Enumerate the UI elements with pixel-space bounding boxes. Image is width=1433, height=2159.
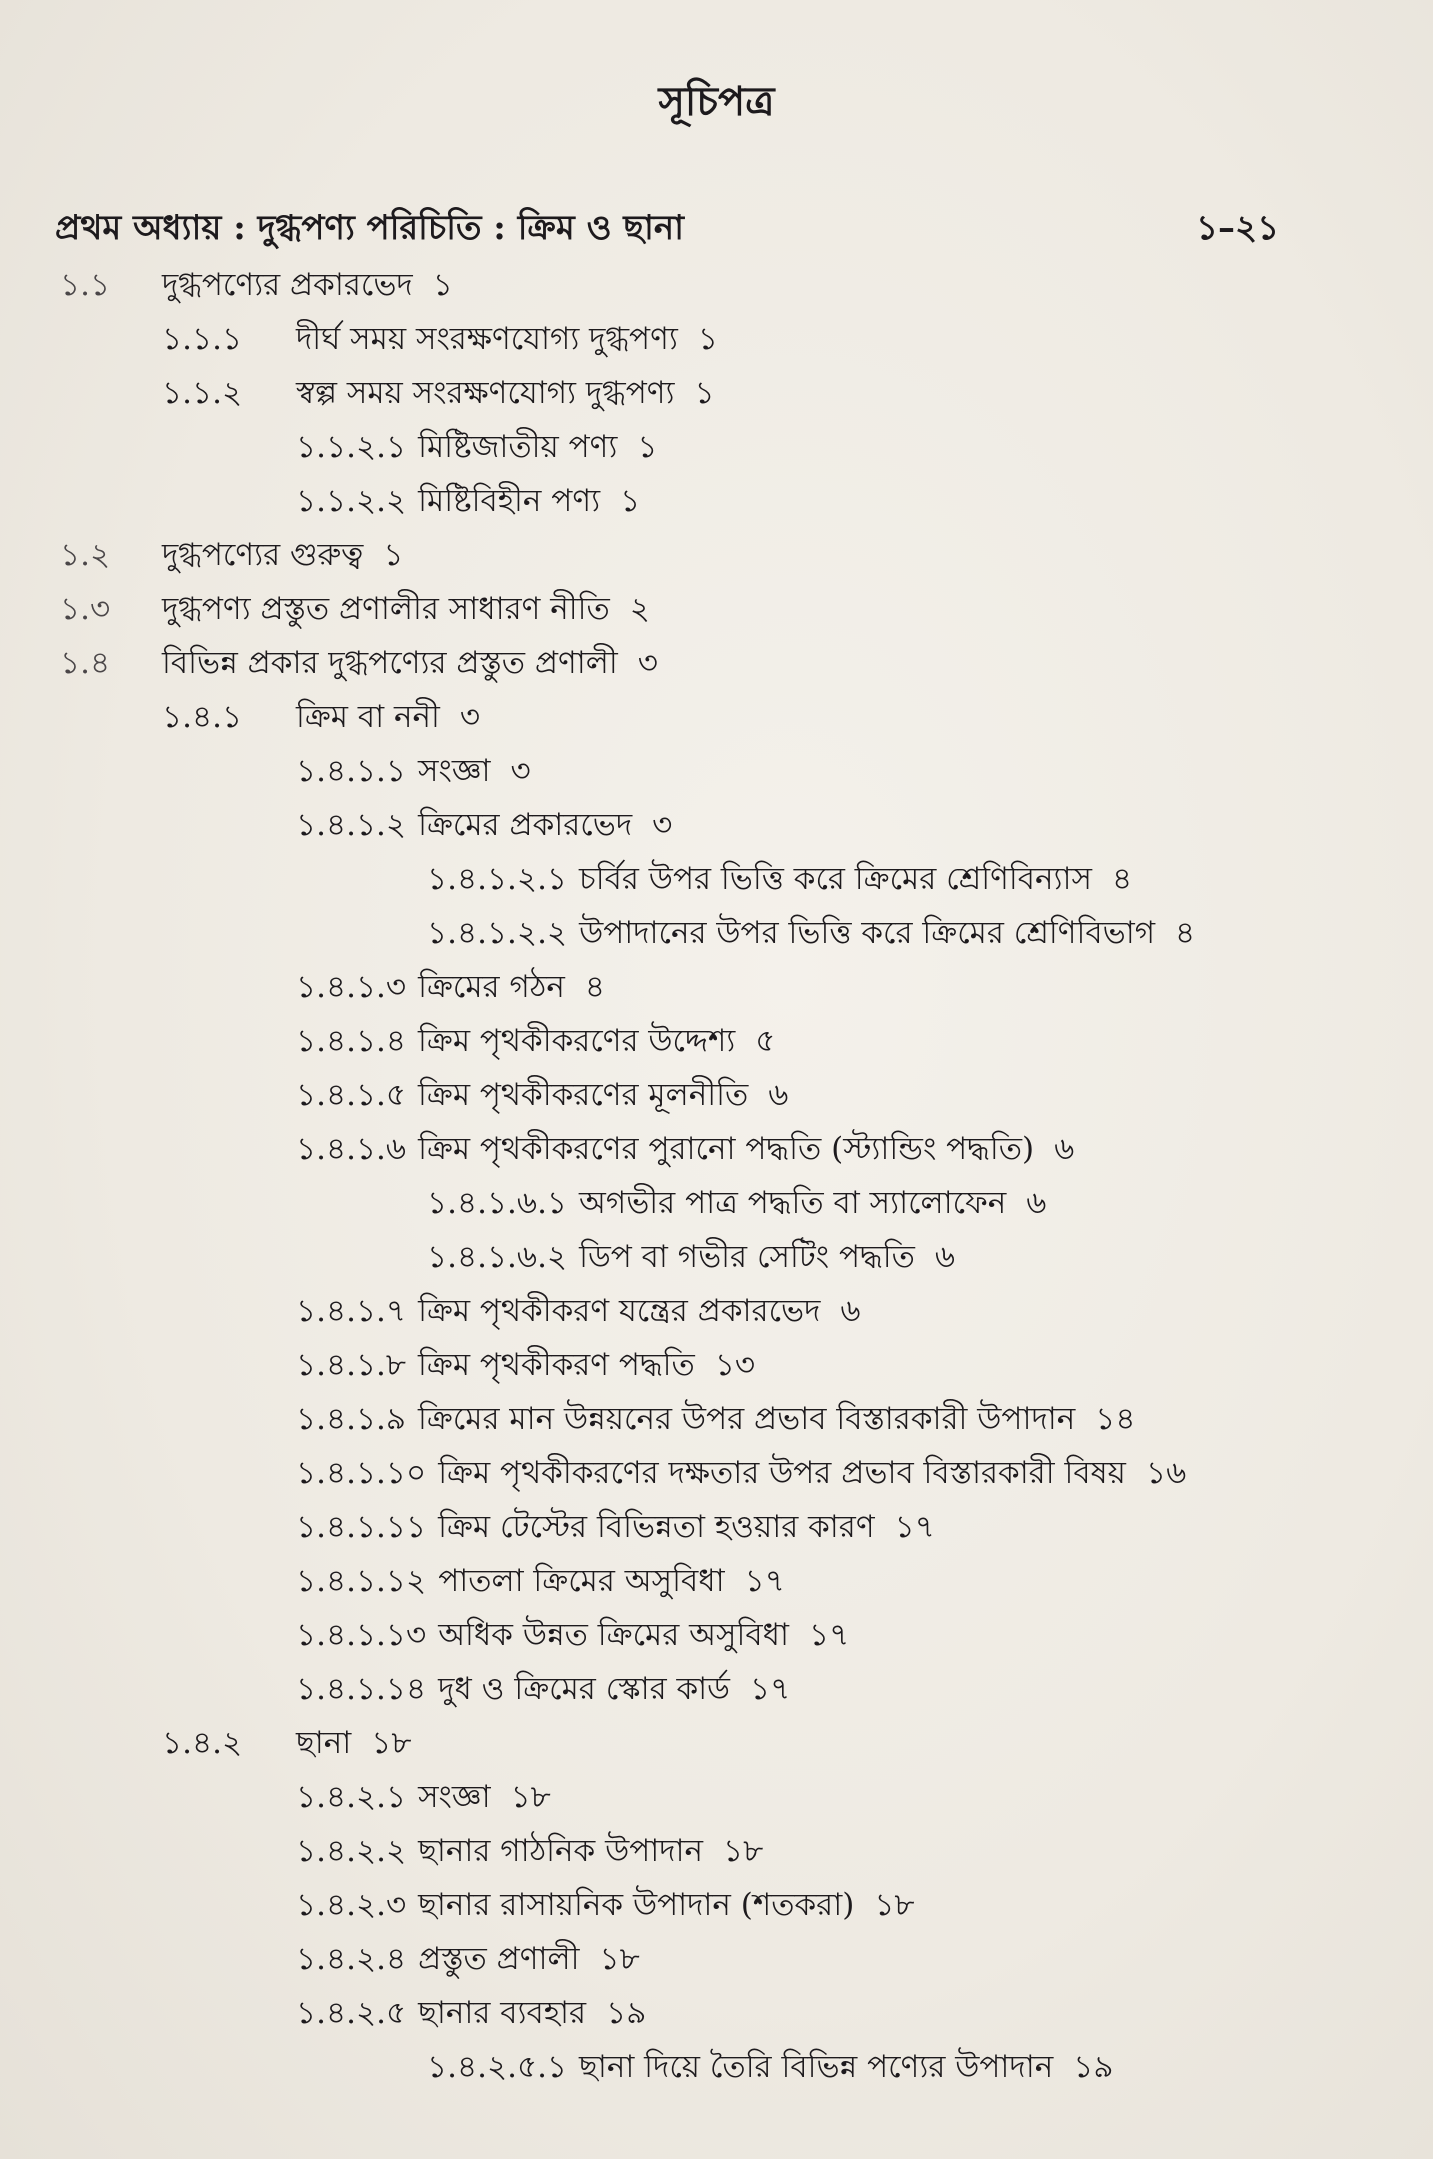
entry-number: ১.৪.১.৭: [296, 1293, 407, 1329]
entry-title: দুগ্ধপণ্যের প্রকারভেদ: [162, 267, 413, 303]
entry-page: ৫: [755, 1023, 776, 1059]
entry-page: ১: [697, 321, 718, 357]
entry-page: ১৬: [1145, 1455, 1187, 1491]
page-title: সূচিপত্র: [658, 78, 775, 125]
entry-number: ১.১.১: [162, 321, 243, 357]
entry-page: ৬: [768, 1077, 789, 1113]
entry-title: দুধ ও ক্রিমের স্কোর কার্ড: [438, 1671, 730, 1707]
entry-page: ১৪: [1095, 1401, 1136, 1437]
entry-number: ১.৪.২.৫.১: [427, 2049, 568, 2085]
toc-entry: [0, 1500, 1433, 1554]
entry-page: ৪: [1112, 861, 1133, 897]
toc-entry: [0, 1932, 1433, 1986]
entry-page: ৬: [840, 1293, 861, 1329]
entry-number: ১.৪: [60, 645, 111, 681]
entry-number: ১.৪.১.৮: [296, 1347, 407, 1383]
entry-number: ১.৪.১.১৩: [296, 1617, 427, 1653]
entry-page: ১৮: [874, 1887, 915, 1923]
entry-page: ২: [629, 591, 650, 627]
entry-number: ১.৪.১.১২: [296, 1563, 427, 1599]
entry-page: ৩: [652, 807, 673, 843]
entry-number: ১.৪.১.১১: [296, 1509, 427, 1545]
entry-page: ১৩: [714, 1347, 756, 1383]
entry-title: সংজ্ঞা: [418, 1779, 491, 1815]
entry-number: ১.১.২.২: [296, 483, 407, 519]
entry-title: দীর্ঘ সময় সংরক্ষণযোগ্য দুগ্ধপণ্য: [296, 321, 678, 357]
entry-title: ক্রিম পৃথকীকরণের পুরানো পদ্ধতি (স্ট্যান্ডিং পদ্ধতি): [418, 1131, 1035, 1167]
toc-entry: [0, 1824, 1433, 1878]
entry-title: ক্রিম পৃথকীকরণ পদ্ধতি: [418, 1347, 695, 1383]
entry-page: ১: [432, 267, 453, 303]
entry-number: ১.৪.১.১৪: [296, 1671, 427, 1707]
entry-title: ডিপ বা গভীর সেটিং পদ্ধতি: [579, 1239, 915, 1275]
entry-number: ১.৪.১.২.২: [427, 915, 568, 951]
entry-title: উপাদানের উপর ভিত্তি করে ক্রিমের শ্রেণিবিভাগ: [579, 915, 1156, 951]
entry-number: ১.২: [60, 537, 111, 573]
entry-title: প্রস্তুত প্রণালী: [418, 1941, 580, 1977]
entry-number: ১.১.২: [162, 375, 243, 411]
entry-page: ১৮: [371, 1725, 412, 1761]
entry-number: ১.১.২.১: [296, 429, 407, 465]
toc-entry: [0, 1338, 1433, 1392]
entry-title: ক্রিম টেস্টের বিভিন্নতা হওয়ার কারণ: [438, 1509, 875, 1545]
entry-page: ১৮: [510, 1779, 551, 1815]
entry-title: ছানা: [296, 1725, 352, 1761]
entry-page: ৩: [510, 753, 531, 789]
toc-entry: [0, 312, 1433, 366]
entry-number: ১.৪.১.১০: [296, 1455, 427, 1491]
toc-entry: [0, 1770, 1433, 1824]
chapter-page-range: ১–২১: [1196, 208, 1280, 248]
entry-title: ক্রিম পৃথকীকরণ যন্ত্রের প্রকারভেদ: [418, 1293, 821, 1329]
entry-title: মিষ্টিবিহীন পণ্য: [418, 483, 601, 519]
entry-page: ১৯: [606, 1995, 647, 2031]
entry-number: ১.৪.২.২: [296, 1833, 407, 1869]
entry-title: ক্রিম পৃথকীকরণের দক্ষতার উপর প্রভাব বিস্তারকারী বিষয়: [438, 1455, 1126, 1491]
entry-number: ১.৪.১.৬.১: [427, 1185, 568, 1221]
entry-title: দুগ্ধপণ্য প্রস্তুত প্রণালীর সাধারণ নীতি: [162, 591, 610, 627]
entry-number: ১.৪.১.৬: [296, 1131, 407, 1167]
entry-page: ৬: [1026, 1185, 1047, 1221]
toc-entry: [0, 636, 1433, 690]
entry-page: ৩: [459, 699, 480, 735]
entry-page: ১: [694, 375, 715, 411]
toc-entry: [0, 1608, 1433, 1662]
entry-number: ১.৪.১.৯: [296, 1401, 407, 1437]
entry-title: মিষ্টিজাতীয় পণ্য: [418, 429, 618, 465]
entry-title: ক্রিম বা ননী: [296, 699, 440, 735]
entry-title: ছানার ব্যবহার: [418, 1995, 587, 2031]
entry-number: ১.৪.১.৬.২: [427, 1239, 568, 1275]
entry-title: চর্বির উপর ভিত্তি করে ক্রিমের শ্রেণিবিন্যাস: [579, 861, 1092, 897]
entry-title: অধিক উন্নত ক্রিমের অসুবিধা: [438, 1617, 789, 1653]
toc-entry: [0, 420, 1433, 474]
entry-page: ১৮: [723, 1833, 764, 1869]
entry-title: ছানার গাঠনিক উপাদান: [418, 1833, 704, 1869]
entry-title: ক্রিমের গঠন: [418, 969, 565, 1005]
toc-entry: [0, 258, 1433, 312]
entry-number: ১.৪.২.৩: [296, 1887, 407, 1923]
entry-number: ১.৪.১.৩: [296, 969, 407, 1005]
entry-title: ক্রিম পৃথকীকরণের মূলনীতি: [418, 1077, 749, 1113]
entry-number: ১.৪.২.১: [296, 1779, 407, 1815]
entry-number: ১.৪.১: [162, 699, 243, 735]
toc-entry: [0, 2040, 1433, 2094]
toc-entry: [0, 528, 1433, 582]
entry-title: দুগ্ধপণ্যের গুরুত্ব: [162, 537, 364, 573]
entry-page: ১৮: [599, 1941, 640, 1977]
toc-entry: [0, 1716, 1433, 1770]
toc-entry: [0, 1662, 1433, 1716]
entry-title: ছানার রাসায়নিক উপাদান (শতকরা): [418, 1887, 855, 1923]
toc-entry: [0, 1878, 1433, 1932]
toc-entry: [0, 582, 1433, 636]
entry-number: ১.৪.১.১: [296, 753, 407, 789]
entry-title: ক্রিমের মান উন্নয়নের উপর প্রভাব বিস্তারকারী উপাদান: [418, 1401, 1076, 1437]
entry-page: ১: [383, 537, 404, 573]
entry-page: ৪: [1175, 915, 1196, 951]
entry-page: ১৭: [894, 1509, 935, 1545]
toc-entry: [0, 1176, 1433, 1230]
entry-title: ছানা দিয়ে তৈরি বিভিন্ন পণ্যের উপাদান: [579, 2049, 1054, 2085]
chapter-heading: প্রথম অধ্যায় : দুগ্ধপণ্য পরিচিতি : ক্রিম ও ছানা: [55, 208, 685, 248]
entry-number: ১.৪.১.৪: [296, 1023, 407, 1059]
entry-number: ১.৩: [60, 591, 111, 627]
toc-entry: [0, 1554, 1433, 1608]
toc-entry: [0, 474, 1433, 528]
toc-entry: [0, 1986, 1433, 2040]
toc-entry: [0, 906, 1433, 960]
toc-entry: [0, 1068, 1433, 1122]
toc-entry: [0, 366, 1433, 420]
entry-title: স্বল্প সময় সংরক্ষণযোগ্য দুগ্ধপণ্য: [296, 375, 675, 411]
toc-entry: [0, 852, 1433, 906]
toc-entry: [0, 960, 1433, 1014]
entry-page: ১৭: [750, 1671, 791, 1707]
entry-number: ১.৪.২: [162, 1725, 243, 1761]
entry-page: ১: [637, 429, 658, 465]
toc-list: [0, 258, 1433, 2094]
toc-entry: [0, 1446, 1433, 1500]
entry-title: ক্রিমের প্রকারভেদ: [418, 807, 633, 843]
entry-number: ১.৪.২.৪: [296, 1941, 407, 1977]
entry-page: ১: [620, 483, 641, 519]
entry-page: ৩: [637, 645, 658, 681]
entry-title: সংজ্ঞা: [418, 753, 491, 789]
entry-page: ১৯: [1073, 2049, 1114, 2085]
toc-entry: [0, 1230, 1433, 1284]
toc-entry: [0, 1014, 1433, 1068]
toc-entry: [0, 1122, 1433, 1176]
toc-entry: [0, 798, 1433, 852]
entry-page: ১৭: [808, 1617, 850, 1653]
entry-number: ১.৪.২.৫: [296, 1995, 407, 2031]
entry-number: ১.৪.১.২: [296, 807, 407, 843]
toc-entry: [0, 690, 1433, 744]
entry-title: অগভীর পাত্র পদ্ধতি বা স্যালোফেন: [579, 1185, 1007, 1221]
entry-page: ১৭: [744, 1563, 785, 1599]
entry-title: বিভিন্ন প্রকার দুগ্ধপণ্যের প্রস্তুত প্রণালী: [162, 645, 618, 681]
entry-title: ক্রিম পৃথকীকরণের উদ্দেশ্য: [418, 1023, 736, 1059]
toc-entry: [0, 1284, 1433, 1338]
entry-page: ৬: [934, 1239, 956, 1275]
entry-number: ১.১: [60, 267, 111, 303]
entry-title: পাতলা ক্রিমের অসুবিধা: [438, 1563, 725, 1599]
entry-page: ৪: [584, 969, 605, 1005]
entry-number: ১.৪.১.২.১: [427, 861, 568, 897]
entry-number: ১.৪.১.৫: [296, 1077, 407, 1113]
toc-entry: [0, 744, 1433, 798]
toc-entry: [0, 1392, 1433, 1446]
entry-page: ৬: [1054, 1131, 1075, 1167]
